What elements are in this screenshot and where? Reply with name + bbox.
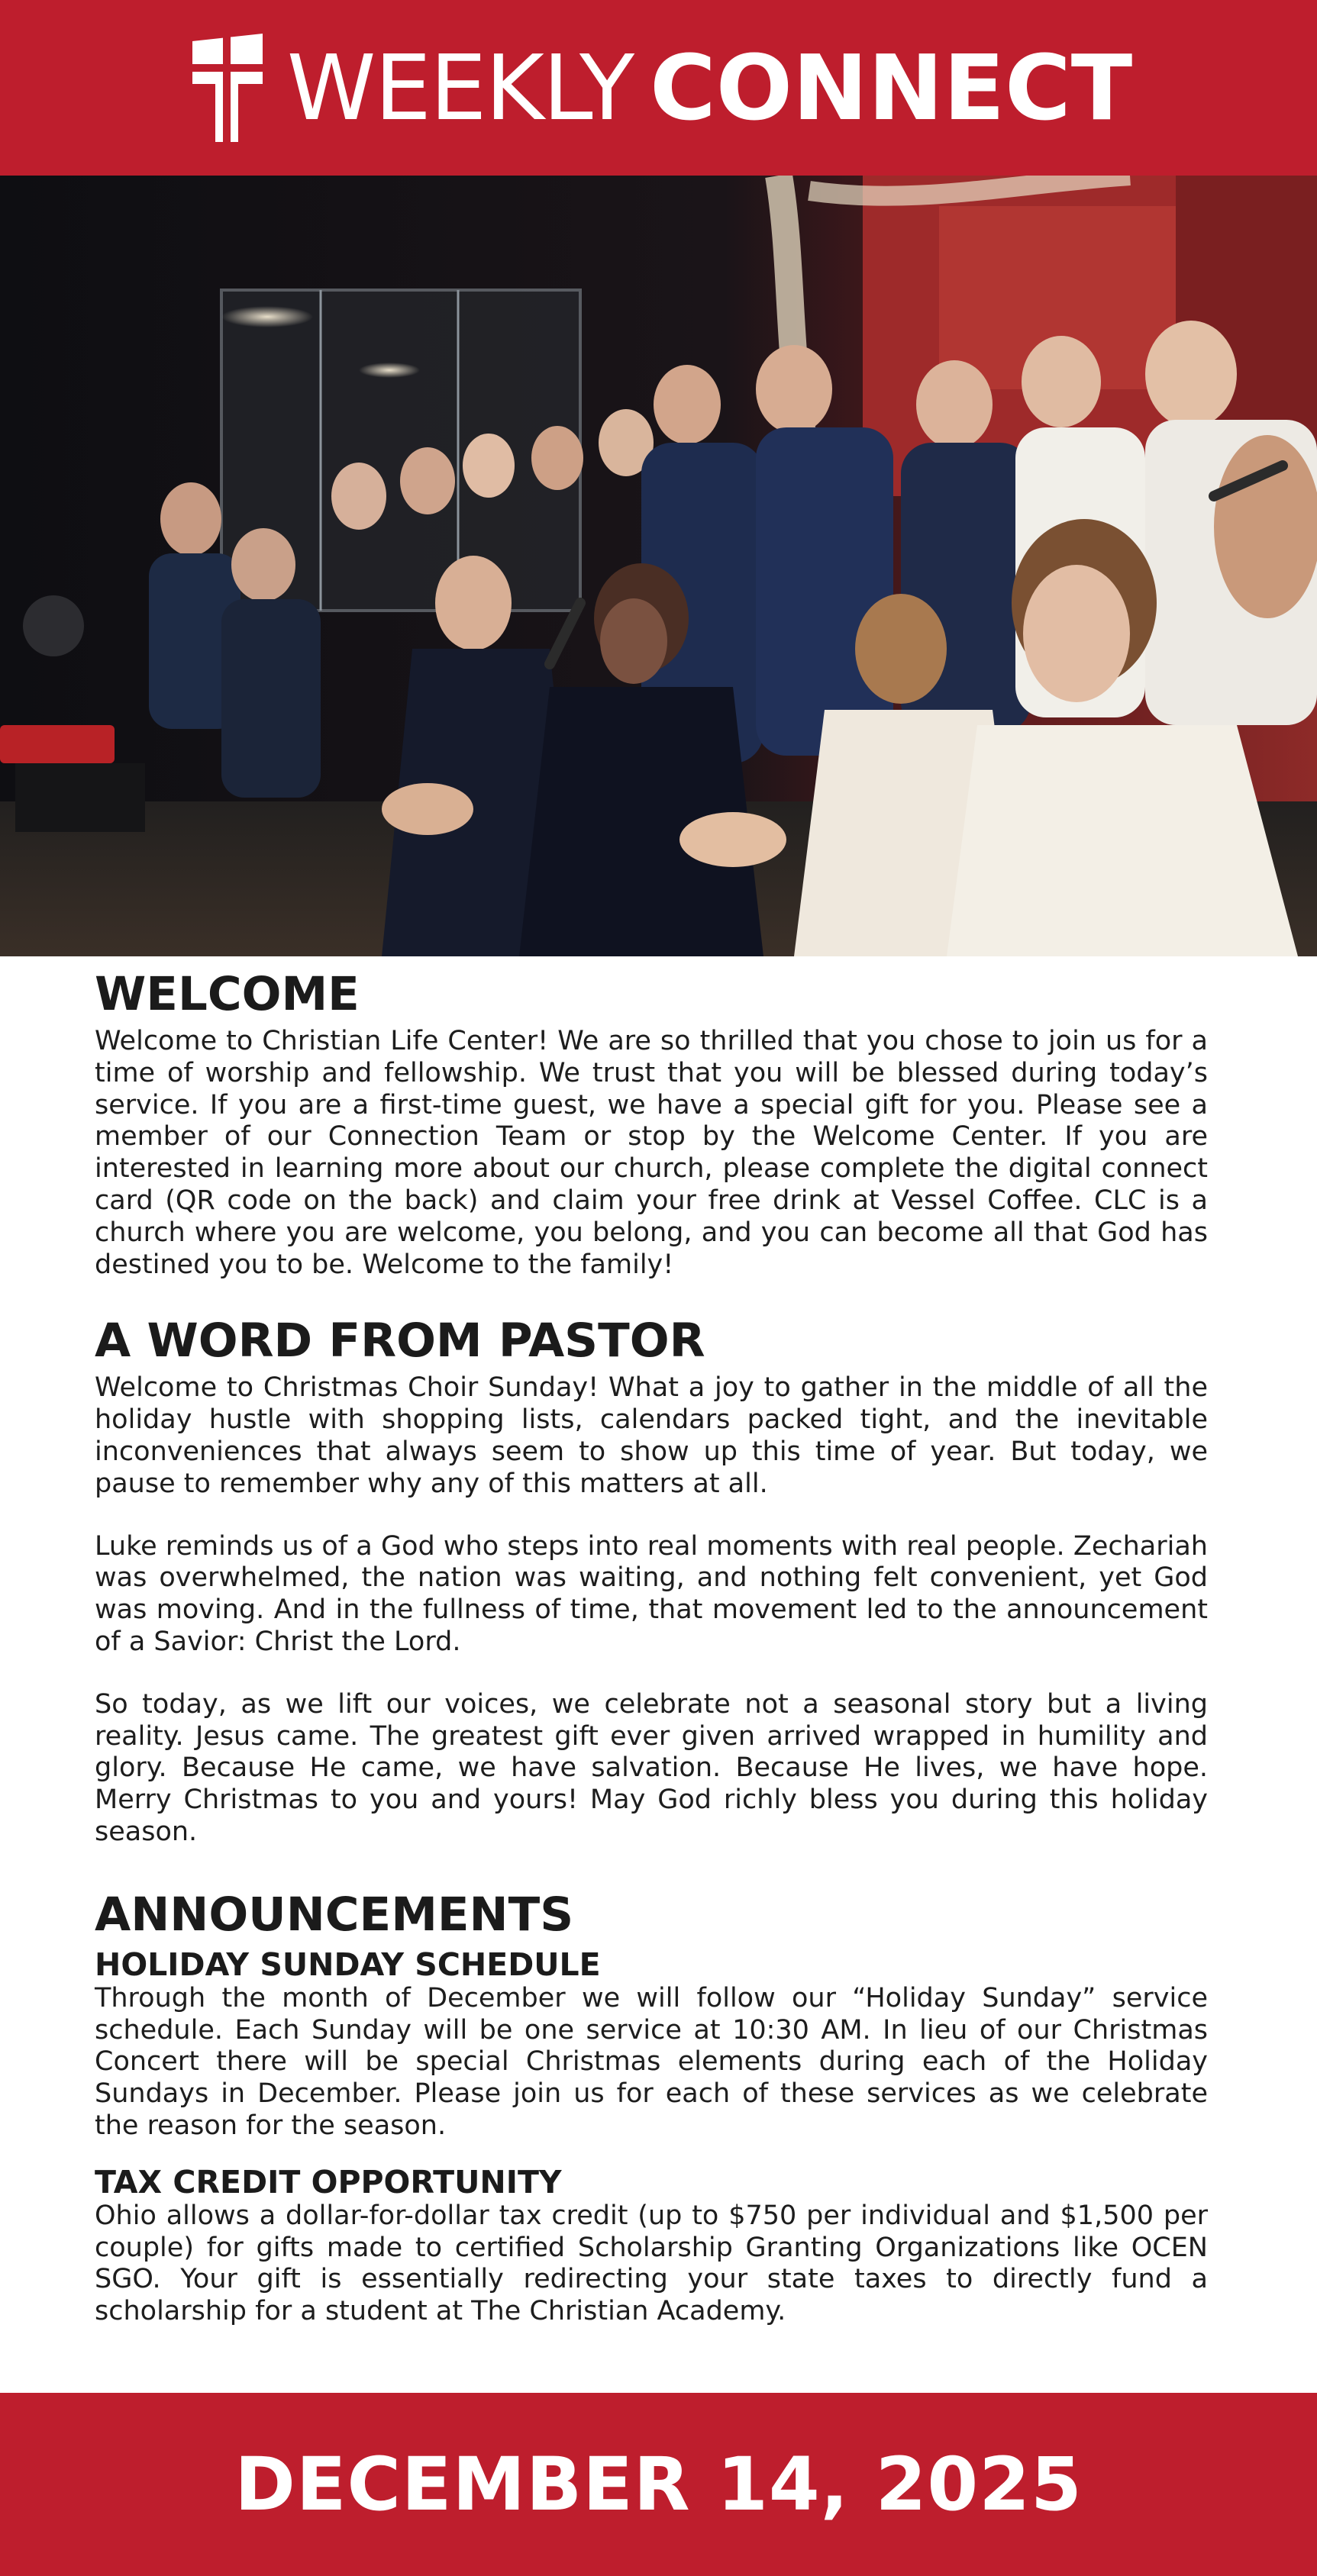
pastor-paragraph: Welcome to Christmas Choir Sunday! What a joy to gather in the middle of all the holiday hustle with shopping lists, calendars packed tight, and the inevitable inconveniences that always seem to show up this time of year. But today, we pause to remember why any of this matters at all.: [95, 1372, 1208, 1499]
welcome-heading: WELCOME: [95, 967, 360, 1021]
announcement-item: [95, 1946, 1208, 2142]
announcement-body: Through the month of December we will follow our “Holiday Sunday” service schedule. Each Sunday will be one service at 10:30 AM. In lieu of our Christmas Concert there will be special Christmas elements during each of the Holiday Sundays in December. Please join us for each of these services as we celebrate the reason for the season.: [95, 1982, 1208, 2141]
announcement-body: Ohio allows a dollar-for-dollar tax credit (up to $750 per individual and $1,500 per couple) for gifts made to certified Scholarship Granting Organizations like OCEN SGO. Your gift is essentially redirecting your state taxes to directly fund a scholarship for a student at The Christian Academy.: [95, 2200, 1208, 2327]
welcome-section: [95, 963, 1208, 1281]
announcement-title: HOLIDAY SUNDAY SCHEDULE: [95, 1946, 601, 1983]
cross-block-logo-icon: [185, 31, 270, 145]
announcements-heading: ANNOUNCEMENTS: [95, 1887, 574, 1942]
footer-banner: [0, 2393, 1317, 2576]
masthead-title-bold: CONNECT: [650, 35, 1133, 140]
main-content: [95, 963, 1208, 2328]
pastor-section: [95, 1310, 1208, 1848]
header-banner: [0, 0, 1317, 176]
pastor-heading: A WORD FROM PASTOR: [95, 1314, 705, 1369]
pastor-paragraph: So today, as we lift our voices, we celebrate not a seasonal story but a living reality. Jesus came. The greatest gift ever given arrived wrapped in humility and glory. Because He came, we have salvation. Because He lives, we have hope. Merry Christmas to you and yours! May God richly bless you during this holiday season.: [95, 1688, 1208, 1847]
pastor-paragraph: Luke reminds us of a God who steps into real moments with real people. Zechariah was overwhelmed, the nation was waiting, and nothing felt convenient, yet God was moving. And in the fullness of time, that movement led to the announcement of a Savior: Christ the Lord.: [95, 1530, 1208, 1657]
announcement-item: [95, 2164, 1208, 2328]
bulletin-date: DECEMBER 14, 2025: [234, 2442, 1083, 2527]
choir-performance-photo: [0, 176, 1317, 956]
announcements-section: [95, 1884, 1208, 2328]
masthead-title-light: WEEKLY: [286, 35, 634, 140]
welcome-body: Welcome to Christian Life Center! We are so thrilled that you chose to join us for a time of worship and fellowship. We trust that you will be blessed during today’s service. If you are a first-time guest, we have a special gift for you. Please see a member of our Connection Team or stop by the Welcome Center. If you are interested in learning more about our church, please complete the digital connect card (QR code on the back) and claim your free drink at Vessel Coffee. CLC is a church where you are welcome, you belong, and you can become all that God has destined you to be. Welcome to the family!: [95, 1026, 1208, 1280]
announcement-title: TAX CREDIT OPPORTUNITY: [95, 2163, 562, 2200]
choir-performance-photo-icon: [0, 176, 1317, 956]
